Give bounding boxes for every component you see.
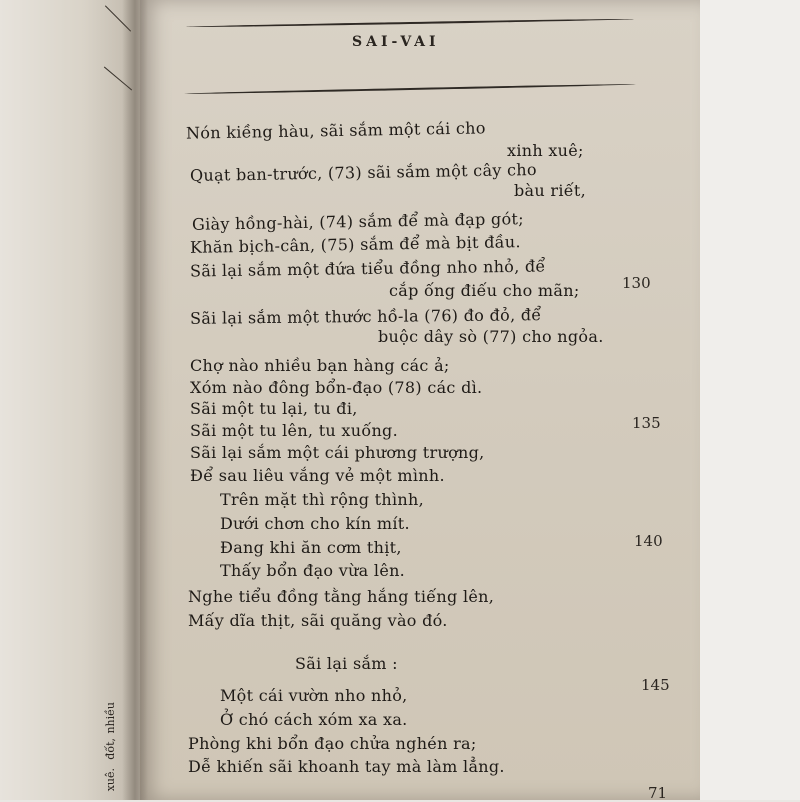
poem-line: Thấy bổn đạo vừa lên. (220, 561, 406, 580)
poem-line: xinh xuê; (507, 141, 584, 160)
poem-line: bàu riết, (514, 181, 586, 200)
page-header: SAI-VAI (352, 34, 440, 50)
line-number: 140 (634, 532, 663, 550)
poem-line: Khăn bịch-cân, (75) sắm để mà bịt đầu. (189, 232, 521, 257)
poem-line: Xóm nào đông bổn-đạo (78) các dì. (190, 378, 483, 397)
poem-line: cắp ống điếu cho mãn; (389, 281, 580, 300)
poem-line: Để sau liêu vắng vẻ một mình. (190, 466, 445, 485)
poem-line: Giày hồng-hài, (74) sắm để mà đạp gót; (191, 209, 524, 234)
poem-line: Sãi lại sắm một đứa tiểu đồng nho nhỏ, để (189, 256, 546, 281)
poem-line: Một cái vườn nho nhỏ, (220, 686, 408, 705)
poem-line: Phòng khi bổn đạo chửa nghén ra; (188, 734, 477, 753)
poem-line: Chợ nào nhiều bạn hàng các ả; (190, 356, 450, 375)
poem-line: Sãi một tu lên, tu xuống. (190, 421, 398, 440)
section-heading: Sãi lại sắm : (295, 654, 398, 673)
margin-fragment: nhiều (104, 702, 117, 734)
poem-line: Đang khi ăn cơm thịt, (220, 538, 402, 557)
line-number: 135 (632, 414, 661, 432)
poem-line: Dưới chơn cho kín mít. (220, 514, 410, 533)
poem-line: Sãi lại sắm một thước hồ-la (76) đo đỏ, để (189, 305, 542, 328)
poem-line: Nghe tiểu đồng tằng hắng tiếng lên, (188, 587, 495, 606)
poem-line: Quạt ban-trước, (73) sãi sắm một cây cho (189, 159, 537, 186)
margin-fragment: đốt, (104, 738, 117, 760)
poem-line: Mấy dĩa thịt, sãi quăng vào đó. (188, 611, 448, 630)
poem-line: Trên mặt thì rộng thình, (220, 490, 425, 509)
page-number: 71 (648, 784, 668, 802)
poem-line: Dễ khiến sãi khoanh tay mà làm lẳng. (188, 757, 505, 776)
page-gutter (122, 0, 148, 800)
poem-line: Sãi một tu lại, tu đi, (190, 399, 358, 418)
margin-fragment: xuê. (104, 768, 117, 792)
poem-line: Nón kiềng hàu, sãi sắm một cái cho (185, 118, 486, 143)
background-right (700, 0, 800, 800)
poem-line: buộc dây sò (77) cho ngỏa. (378, 327, 604, 346)
line-number: 130 (622, 274, 651, 292)
poem-line: Ở chó cách xóm xa xa. (220, 710, 408, 729)
left-page (0, 0, 140, 800)
line-number: 145 (641, 676, 670, 694)
poem-line: Sãi lại sắm một cái phương trượng, (190, 443, 485, 462)
